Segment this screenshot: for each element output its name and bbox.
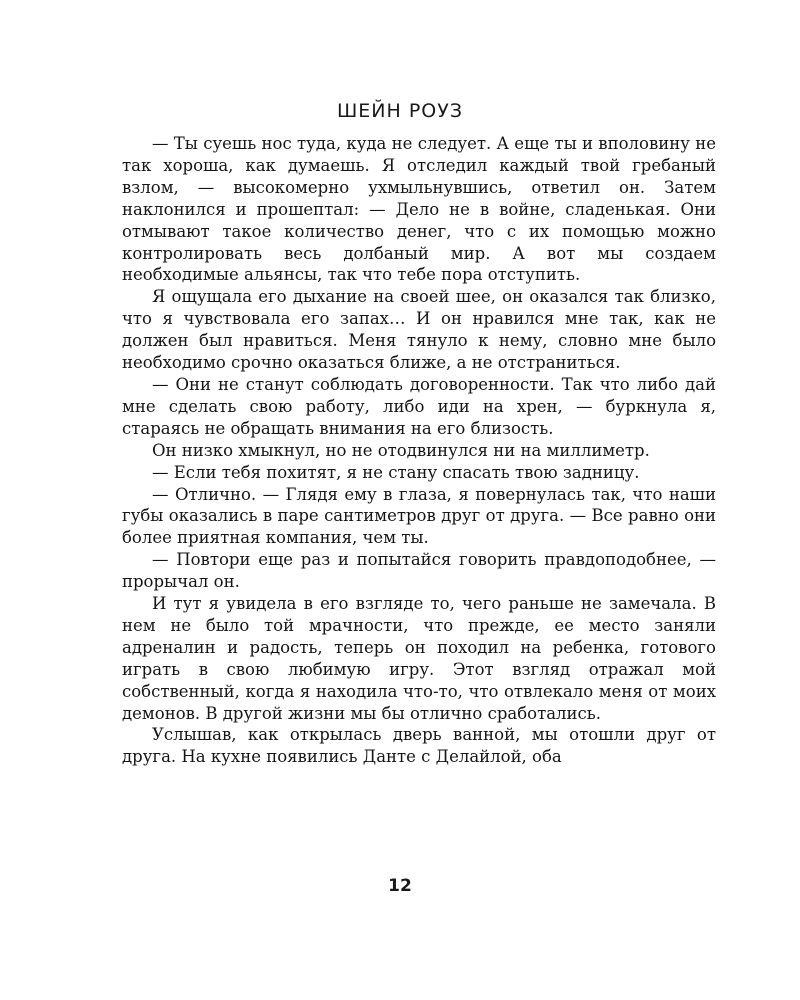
paragraph: Он низко хмыкнул, но не отодвинулся ни на миллиметр. [152, 440, 650, 460]
paragraph: — Ты суешь нос туда, куда не следует. А еще ты и вполовину не так хороша, как думаешь. Я отследил каждый твой гребаный взлом, — высокомерно ухмыльнувшись, ответил он. Затем наклонился и прошептал: — Дело не в войне, сладенькая. Они отмывают такое количество денег, что с их помощью можно контролировать весь долбаный мир. А вот мы создаем необходимые альянсы, так что тебе пора отступить. [122, 134, 716, 285]
paragraph: — Если тебя похитят, я не стану спасать твою задницу. [152, 462, 640, 482]
paragraph: — Повтори еще раз и попытайся говорить правдоподобнее, — прорычал он. [122, 550, 716, 592]
running-head-author: ШЕЙН РОУЗ [336, 100, 464, 122]
body-text [122, 133, 716, 768]
paragraph: Услышав, как открылась дверь ванной, мы отошли друг от друга. На кухне появились Данте с Делайлой, оба [122, 725, 716, 767]
paragraph: И тут я увидела в его взгляде то, чего раньше не замечала. В нем не было той мрачности, что прежде, ее место заняли адреналин и радость, теперь он походил на ребенка, готового играть в свою любимую игру. Этот взгляд отражал мой собственный, когда я находила что-то, что отвлекало меня от моих демонов. В другой жизни мы бы отлично сработались. [122, 594, 716, 723]
page-number: 12 [388, 876, 412, 896]
paragraph: — Они не станут соблюдать договоренности. Так что либо дай мне сделать свою работу, либо иди на хрен, — буркнула я, стараясь не обращать внимания на его близость. [122, 374, 716, 438]
paragraph: — Отлично. — Глядя ему в глаза, я повернулась так, что наши губы оказались в паре сантиметров друг от друга. — Все равно они более приятная компания, чем ты. [122, 484, 716, 548]
paragraph: Я ощущала его дыхание на своей шее, он оказался так близко, что я чувствовала его запах… И он нравился мне так, как не должен был нравиться. Меня тянуло к нему, словно мне было необходимо срочно оказаться ближе, а не отстраниться. [122, 287, 716, 373]
